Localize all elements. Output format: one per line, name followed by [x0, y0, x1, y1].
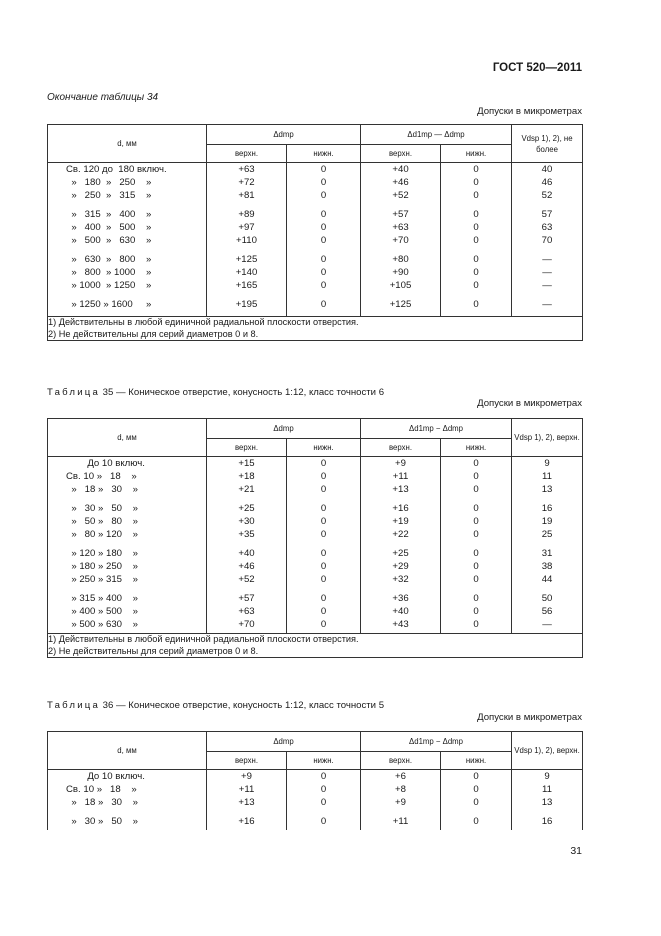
table-row: [48, 592, 583, 605]
value-cell: 52: [512, 189, 583, 202]
value-cell: +46: [207, 560, 287, 573]
value-cell: +16: [207, 815, 287, 828]
value-cell: +25: [207, 502, 287, 515]
value-cell: 0: [441, 298, 512, 311]
column-header-lower: нижн.: [441, 145, 512, 163]
table-row: [48, 457, 583, 471]
document-code: ГОСТ 520—2011: [492, 62, 582, 74]
value-cell: 0: [441, 573, 512, 586]
table-title: 35 — Коническое отверстие, конусность 1:12, класс точности 6: [100, 387, 385, 398]
footnote-1: 1) Действительны в любой единичной радиальной плоскости отверстия.: [48, 634, 359, 644]
value-cell: 0: [441, 547, 512, 560]
diameter-range-cell: » 120 » 180 »: [48, 547, 207, 560]
value-cell: +52: [207, 573, 287, 586]
table-title: 36 — Коническое отверстие, конусность 1:12, класс точности 5: [100, 700, 385, 711]
diameter-range-cell: Св. 10 » 18 »: [48, 470, 207, 483]
value-cell: 0: [441, 176, 512, 189]
table-row: [48, 618, 583, 631]
value-cell: 0: [441, 221, 512, 234]
value-cell: 0: [441, 163, 512, 177]
value-cell: +36: [361, 592, 441, 605]
value-cell: 0: [287, 502, 361, 515]
value-cell: 38: [512, 560, 583, 573]
table-row: [48, 266, 583, 279]
table-row: [48, 515, 583, 528]
diameter-range-cell: » 500 » 630 »: [48, 234, 207, 247]
value-cell: +52: [361, 189, 441, 202]
table-label: Таблица: [47, 387, 101, 398]
value-cell: +125: [207, 253, 287, 266]
value-cell: 0: [287, 470, 361, 483]
value-cell: 0: [287, 547, 361, 560]
table-row: [48, 796, 583, 809]
value-cell: 0: [441, 208, 512, 221]
column-header-dmp: Δdmp: [207, 732, 361, 752]
diameter-range-cell: До 10 включ.: [48, 770, 207, 784]
value-cell: 11: [512, 783, 583, 796]
column-header-upper: верхн.: [361, 752, 441, 770]
table-row: [48, 815, 583, 828]
value-cell: +110: [207, 234, 287, 247]
value-cell: 0: [441, 253, 512, 266]
column-header-d: d, мм: [48, 732, 207, 770]
table-row: [48, 189, 583, 202]
value-cell: +70: [207, 618, 287, 631]
column-header-lower: нижн.: [287, 752, 361, 770]
table-row: [48, 547, 583, 560]
value-cell: 0: [287, 770, 361, 784]
value-cell: +15: [207, 457, 287, 471]
value-cell: +40: [361, 605, 441, 618]
table-footnotes: [48, 634, 583, 658]
footnote-2: 2) Не действительны для серий диаметров 0 и 8.: [48, 328, 259, 339]
value-cell: +57: [361, 208, 441, 221]
column-header-d1mp: Δd1mp — Δdmp: [361, 125, 512, 145]
diameter-range-cell: » 630 » 800 »: [48, 253, 207, 266]
value-cell: 0: [441, 266, 512, 279]
table-36-caption: [47, 700, 384, 711]
column-header-d1mp: Δd1mp − Δdmp: [361, 732, 512, 752]
diameter-range-cell: » 18 » 30 »: [48, 483, 207, 496]
value-cell: 0: [441, 470, 512, 483]
column-header-lower: нижн.: [441, 439, 512, 457]
table-label: Таблица: [47, 700, 101, 711]
value-cell: +11: [361, 815, 441, 828]
column-header-dmp: Δdmp: [207, 125, 361, 145]
value-cell: +165: [207, 279, 287, 292]
value-cell: 0: [287, 298, 361, 311]
value-cell: +8: [361, 783, 441, 796]
value-cell: +9: [361, 796, 441, 809]
value-cell: 0: [287, 796, 361, 809]
value-cell: 0: [287, 253, 361, 266]
table-row: [48, 163, 583, 177]
table-35-caption: [47, 387, 384, 398]
value-cell: +16: [361, 502, 441, 515]
units-note: Допуски в микрометрах: [477, 106, 582, 117]
units-note: Допуски в микрометрах: [477, 398, 582, 409]
value-cell: +81: [207, 189, 287, 202]
column-header-upper: верхн.: [207, 439, 287, 457]
diameter-range-cell: » 250 » 315 »: [48, 189, 207, 202]
table-row: [48, 573, 583, 586]
diameter-range-cell: » 315 » 400 »: [48, 592, 207, 605]
value-cell: 0: [441, 783, 512, 796]
value-cell: 0: [441, 279, 512, 292]
value-cell: 0: [441, 189, 512, 202]
value-cell: —: [512, 618, 583, 631]
value-cell: 0: [441, 815, 512, 828]
value-cell: 0: [287, 528, 361, 541]
value-cell: 63: [512, 221, 583, 234]
value-cell: +46: [361, 176, 441, 189]
value-cell: +80: [361, 253, 441, 266]
table-row: [48, 221, 583, 234]
table-35: [47, 418, 583, 658]
value-cell: 56: [512, 605, 583, 618]
column-header-lower: нижн.: [287, 145, 361, 163]
value-cell: 40: [512, 163, 583, 177]
value-cell: 70: [512, 234, 583, 247]
column-header-vdsp: Vdsp 1), 2), верхн.: [512, 419, 583, 457]
column-header-upper: верхн.: [207, 145, 287, 163]
value-cell: 0: [287, 457, 361, 471]
value-cell: 0: [441, 502, 512, 515]
table-footnotes: [48, 317, 583, 341]
value-cell: 0: [287, 279, 361, 292]
diameter-range-cell: » 800 » 1000 »: [48, 266, 207, 279]
diameter-range-cell: » 315 » 400 »: [48, 208, 207, 221]
value-cell: 46: [512, 176, 583, 189]
value-cell: —: [512, 279, 583, 292]
value-cell: +97: [207, 221, 287, 234]
value-cell: 0: [441, 515, 512, 528]
value-cell: +63: [207, 163, 287, 177]
value-cell: 25: [512, 528, 583, 541]
value-cell: 0: [287, 573, 361, 586]
value-cell: +35: [207, 528, 287, 541]
diameter-range-cell: » 30 » 50 »: [48, 502, 207, 515]
value-cell: +43: [361, 618, 441, 631]
column-header-dmp: Δdmp: [207, 419, 361, 439]
diameter-range-cell: Св. 10 » 18 »: [48, 783, 207, 796]
table-row: [48, 483, 583, 496]
value-cell: 57: [512, 208, 583, 221]
column-header-lower: нижн.: [441, 752, 512, 770]
value-cell: +32: [361, 573, 441, 586]
value-cell: —: [512, 253, 583, 266]
value-cell: +57: [207, 592, 287, 605]
diameter-range-cell: » 180 » 250 »: [48, 560, 207, 573]
diameter-range-cell: » 400 » 500 »: [48, 605, 207, 618]
value-cell: —: [512, 298, 583, 311]
value-cell: +9: [361, 457, 441, 471]
value-cell: 0: [441, 770, 512, 784]
value-cell: 0: [287, 815, 361, 828]
diameter-range-cell: » 18 » 30 »: [48, 796, 207, 809]
value-cell: 0: [287, 163, 361, 177]
table-34-caption: Окончание таблицы 34: [47, 92, 159, 103]
table-row: [48, 208, 583, 221]
value-cell: 16: [512, 502, 583, 515]
table-row: [48, 253, 583, 266]
value-cell: +72: [207, 176, 287, 189]
value-cell: +195: [207, 298, 287, 311]
column-header-d1mp: Δd1mp − Δdmp: [361, 419, 512, 439]
column-header-d: d, мм: [48, 419, 207, 457]
footnote-1: 1) Действительны в любой единичной радиальной плоскости отверстия.: [48, 317, 359, 327]
value-cell: 31: [512, 547, 583, 560]
value-cell: +11: [207, 783, 287, 796]
diameter-range-cell: » 80 » 120 »: [48, 528, 207, 541]
table-row: [48, 605, 583, 618]
value-cell: 0: [441, 457, 512, 471]
diameter-range-cell: » 50 » 80 »: [48, 515, 207, 528]
value-cell: 0: [287, 208, 361, 221]
value-cell: 13: [512, 483, 583, 496]
value-cell: 0: [441, 234, 512, 247]
column-header-upper: верхн.: [207, 752, 287, 770]
column-header-lower: нижн.: [287, 439, 361, 457]
value-cell: +22: [361, 528, 441, 541]
value-cell: +140: [207, 266, 287, 279]
table-row: [48, 470, 583, 483]
column-header-vdsp: Vdsp 1), 2), верхн.: [512, 732, 583, 770]
diameter-range-cell: » 30 » 50 »: [48, 815, 207, 828]
value-cell: +13: [361, 483, 441, 496]
value-cell: 0: [287, 189, 361, 202]
value-cell: 0: [441, 560, 512, 573]
value-cell: 9: [512, 770, 583, 784]
diameter-range-cell: » 1250 » 1600 »: [48, 298, 207, 311]
value-cell: 0: [287, 221, 361, 234]
value-cell: 0: [287, 783, 361, 796]
value-cell: 0: [441, 618, 512, 631]
diameter-range-cell: » 1000 » 1250 »: [48, 279, 207, 292]
value-cell: 0: [441, 483, 512, 496]
diameter-range-cell: » 500 » 630 »: [48, 618, 207, 631]
value-cell: 0: [441, 796, 512, 809]
value-cell: 44: [512, 573, 583, 586]
value-cell: +40: [207, 547, 287, 560]
page-number: 31: [570, 845, 582, 857]
table-row: [48, 560, 583, 573]
table-row: [48, 176, 583, 189]
value-cell: +29: [361, 560, 441, 573]
table-row: [48, 783, 583, 796]
value-cell: +63: [361, 221, 441, 234]
value-cell: 0: [287, 592, 361, 605]
value-cell: +13: [207, 796, 287, 809]
column-header-vdsp: Vdsp 1), 2), не более: [512, 125, 583, 163]
value-cell: +40: [361, 163, 441, 177]
value-cell: —: [512, 266, 583, 279]
table-36: [47, 731, 583, 830]
value-cell: 0: [287, 176, 361, 189]
value-cell: +89: [207, 208, 287, 221]
value-cell: +63: [207, 605, 287, 618]
value-cell: 9: [512, 457, 583, 471]
value-cell: 0: [287, 515, 361, 528]
value-cell: 16: [512, 815, 583, 828]
value-cell: +70: [361, 234, 441, 247]
value-cell: 0: [441, 592, 512, 605]
value-cell: 0: [441, 605, 512, 618]
table-row: [48, 298, 583, 311]
value-cell: +105: [361, 279, 441, 292]
value-cell: 0: [287, 605, 361, 618]
column-header-d: d, мм: [48, 125, 207, 163]
value-cell: 0: [287, 266, 361, 279]
value-cell: +19: [361, 515, 441, 528]
value-cell: 11: [512, 470, 583, 483]
value-cell: 0: [441, 528, 512, 541]
value-cell: 0: [287, 618, 361, 631]
value-cell: 50: [512, 592, 583, 605]
value-cell: +6: [361, 770, 441, 784]
table-row: [48, 502, 583, 515]
value-cell: +11: [361, 470, 441, 483]
value-cell: 0: [287, 234, 361, 247]
value-cell: +9: [207, 770, 287, 784]
column-header-upper: верхн.: [361, 439, 441, 457]
column-header-upper: верхн.: [361, 145, 441, 163]
table-row: [48, 279, 583, 292]
value-cell: +18: [207, 470, 287, 483]
value-cell: +90: [361, 266, 441, 279]
table-row: [48, 770, 583, 784]
value-cell: 19: [512, 515, 583, 528]
value-cell: 13: [512, 796, 583, 809]
value-cell: +25: [361, 547, 441, 560]
diameter-range-cell: » 250 » 315 »: [48, 573, 207, 586]
table-row: [48, 234, 583, 247]
diameter-range-cell: До 10 включ.: [48, 457, 207, 471]
value-cell: 0: [287, 560, 361, 573]
diameter-range-cell: » 400 » 500 »: [48, 221, 207, 234]
table-row: [48, 528, 583, 541]
diameter-range-cell: » 180 » 250 »: [48, 176, 207, 189]
footnote-2: 2) Не действительны для серий диаметров 0 и 8.: [48, 645, 259, 656]
value-cell: 0: [287, 483, 361, 496]
value-cell: +21: [207, 483, 287, 496]
units-note: Допуски в микрометрах: [477, 712, 582, 723]
value-cell: +30: [207, 515, 287, 528]
value-cell: +125: [361, 298, 441, 311]
diameter-range-cell: Св. 120 до 180 включ.: [48, 163, 207, 177]
table-34: [47, 124, 583, 341]
